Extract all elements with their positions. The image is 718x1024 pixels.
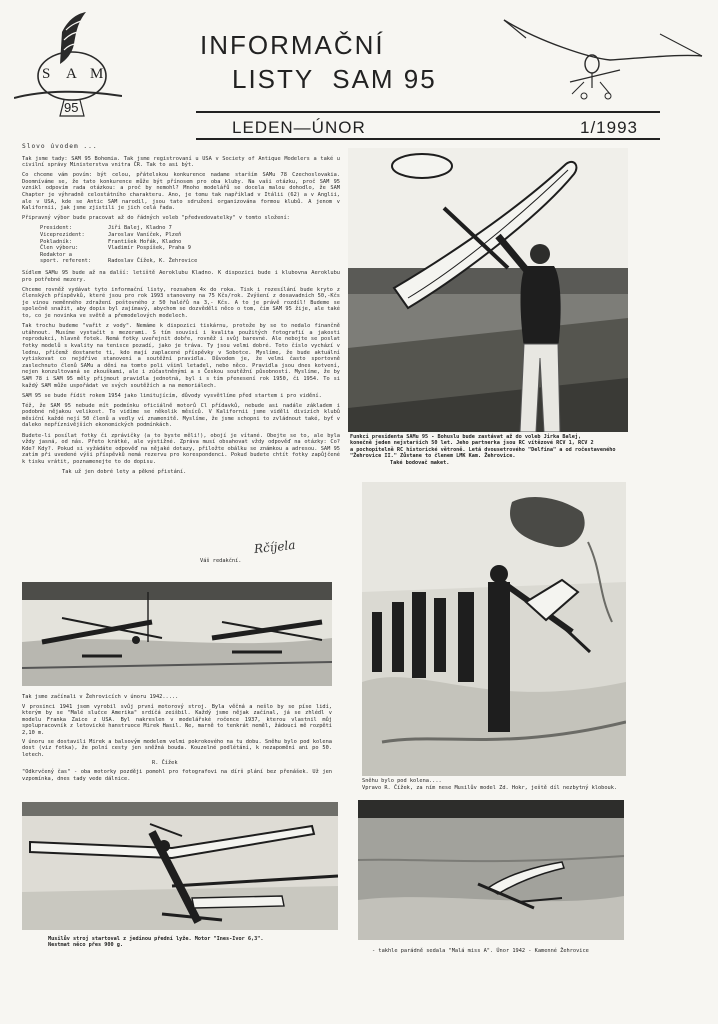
committee-role: Viceprezident:	[40, 232, 85, 239]
caption-heading: Tak jsme začínali v Žehrovicích v únoru 1942.....	[22, 694, 179, 700]
logo	[14, 10, 122, 122]
caption-line: a pochopitelně RC historické větroně. Letá dvousetrového "Delfína" a od ročestaveného "Žehrovice II." Zůstane to členem LMK Kam. Žehrovice.	[350, 446, 616, 460]
article-paragraph: Tak trochu budeme "vařit z vody". Nemáme k dispozici tiskárnu, protože by se to nedalo finančně utáhnout. Musíme vystačit s mezerami. S tím souvisí i kvalita použitých fotografií a jakosti reprodukcí, hlavně fotek. Nemá fotky uveřejnit dobře, rovněž i svůj barevné. Ale nebojte se poslat fotky modelů s kvality na tenisce pozadí, jako je tráva. Ty jsou velmi dobré. Toto číslo vychází v lednu, přičemž dostanete ti, kdo mají zaplacené příspěvky v Sobotce. Myslíme, že bude aktuální vytiskovat co nejdříve stanovení a soutěžní pravidla. Důvodem je, že velmi často sportovně zaslechnuto členů SAMu a dění na tomto poli všiml letadel, nebo něco. Pravidla jsou dnes kotvení, nejen konzultovaná se zkouškami, ale i zúčastněnými a s Českou soutěžní působností. Myslíme, že by SAM 78 i SAM 95 měly přijmout pravidla jednotná, byl i s tím přenesení rok 1950, či 1954. To si každý SAM může uspořádat ve svých soutěžích a na memoriálech.	[22, 323, 340, 389]
caption-line: Nestmat něco přes 900 g.	[48, 942, 123, 949]
caption-line: Funkci presidenta SAMu 95 - Bohuslu bude zastávat až do voleb Jirka Balej,	[350, 434, 582, 440]
airplane-icon	[500, 14, 704, 104]
caption-author: R. Čížek	[152, 760, 178, 767]
sign-off: Váš redakční.	[200, 558, 242, 564]
committee-name: Jaroslav Vaníček, Plzeň	[108, 232, 182, 239]
caption-line: konečně jeden nejstarších 50 let. Jeho partnerka jsou RC vítězové RCV 1, RCV 2	[350, 440, 594, 447]
photo-president-glider	[348, 148, 628, 432]
committee-role: Člen výboru:	[40, 245, 79, 252]
caption-text: "Odkrvčený čas" - oba motorky později pomohl pro fotografovi na dírš plání bez přenášek. Už jen vzpomínka, dnes tady vede dálnice.	[22, 768, 332, 782]
committee-role: Redaktor a	[40, 251, 72, 258]
header-rule-top	[196, 111, 660, 113]
photo-snow-walkers	[362, 482, 626, 776]
signature: Rčíjela	[253, 537, 297, 557]
header-rule-bottom	[196, 138, 660, 140]
title-line-1: INFORMAČNÍ	[200, 30, 385, 60]
caption-line: Vpravo R. Čížek, za ním nese Musilův model Zd. Hokr, ještě díl nezbytný klobouk.	[362, 784, 618, 791]
committee-role: sport. referent:	[40, 258, 92, 265]
caption-line: Musilův stroj startoval z jedinou přední lyže. Motor "Ines-Ivor 6,3".	[48, 936, 264, 942]
committee-name: Jiří Balej, Kladno 7	[108, 225, 172, 232]
issue-number: 1/1993	[580, 118, 638, 137]
article-paragraph: Budete-li posílat fotky či zprávičky (a to byste měli!), obojí je vítané. Obejte se to, ale byla vždy jasná, od nás. Přeto krátké, ale výstižné. Zpráva musí obsahovat vždy odpověď na otázky: Co? Kde? Kdy?. Pokud si vyžádáte odpověď na nějaké dotazy, přiložte obálku se známkou a adresou. SAM 95 zatím při uvedené výši příspěvků nemá rezervu pro korespondenci. Pokud budete chtít fotky zapůjčené k tisku vrátit, poznamenejte to do dopisu.	[22, 432, 340, 465]
title-line-2: LISTY SAM 95	[232, 64, 437, 94]
caption-text: V únoru se dostavili Mirek a balsovým modelem velmi pokrokového na tu dobu. Sněhu bylo pod kolena dost (viz fotka), že polní cesty jen sněžná bouda. Kouzelné podlétání, k nezapomění ani po 50. letech.	[22, 738, 332, 758]
article-paragraph: Sídlem SAMu 95 bude až na další: letiště Aeroklubu Kladno. K dispozici bude i klubovna Aeroklubu pro potřebné mezery.	[22, 270, 340, 283]
caption-ski	[48, 936, 338, 949]
caption-line: Také bodovač maket.	[390, 459, 450, 466]
committee-list	[40, 225, 340, 265]
caption-zehrovice	[22, 694, 332, 782]
article-paragraph: Co chceme vám povím: být celou, přátelskou konkurence nadame starším SAMu 78 Czechoslovakia. Doomníváme se, že tato konkurence může být přínosem pro oba kluby. Na vaši otázku, proč SAM 95 vznikl odpovím rada otázkou: a proč by nemohl? Mnoho modelářů se docela malou dohodlo, že SAM Chapter je výhradně celostátního charakteru. Ano, je tomu tak například v Itálii (62) a v Anglii, ale v USA, kde se Antic SAM narodil, jsou tato sdružení organizována formou klubů. A jenom v Kalifornii, jak jsme zjistili je jich celá řada.	[22, 172, 340, 212]
article-closing: Tak už jen dobré lety a pěkné přistání.	[62, 469, 187, 476]
caption-snow	[362, 778, 662, 791]
caption-glider-water: - takhle parádně sedala "Malá miss A". Únor 1942 - Kamenné Žehrovice	[372, 948, 589, 954]
article-paragraph: Též, že SAM 95 nebude mít podmínku oficiálně motorů Cl přídavků, nebude asi nadále základem i podobné nějakou velikost. To vidíme se několik měsíců. V Kalifornii jsme viděli divizích klubů měsíční každé nejí 50 členů a vedly ví znamenitě. Myslíme, že jsme schopni to zvládnout také, byť v daleko nepříznivějších ekonomických podmínkách.	[22, 402, 340, 429]
article-heading: Slovo úvodem ...	[22, 143, 98, 150]
caption-text: V prosinci 1941 jsem vyrobil svůj první motorový stroj. Byla věčná a nešlo by se píse lidí, kterým by se "Malé slučce Amerika" srdíčá zeišbil. Každý jsme nějak začínal, já se zhlédl v modelu Franka Zaice z USA. Byl nakreslen v modelářské ročence 1937, kterou vlastnil můj spolupracovník z letovické hanstruoce Mirek Hasil. Ne, marně to tenkrát neměl, žádoucí mě rozpětí 2,10 m.	[22, 703, 332, 736]
article-paragraph: Tak jsme tady: SAM 95 Bohemia. Tak jsme registrovaní u USA v Society of Antique Modelers a také u civilní správy Ministerstva vnitra ČR. Tak to asi být.	[22, 155, 340, 169]
article-column	[22, 144, 340, 479]
logo-number: 95	[64, 100, 79, 115]
photo-musil-ski-plane	[22, 802, 338, 930]
committee-name: František Hořák, Kladno	[108, 238, 182, 245]
committee-name: Radoslav Čížek, K. Žehrovice	[108, 258, 198, 265]
committee-role: President:	[40, 225, 72, 232]
logo-letter-m: M	[90, 66, 104, 82]
committee-role: Pokladník:	[40, 238, 72, 245]
issue-date: LEDEN—ÚNOR	[232, 118, 366, 137]
article-paragraph: Připravný výbor bude pracovat až do řádných voleb "předvedovatelky" v tomto složení:	[22, 215, 290, 222]
photo-glider-landing	[358, 800, 624, 940]
article-paragraph: Chceme rovněž vydávat tyto informační listy, rozsahem 4x do roka. Tisk i rozesílání bude kryto z členských příspěvků, které jsou pro rok 1993 stanoveny na 75 Kčs/rok. Zvýšení z dosavadních 50,-Kčs je vinou neměnného zdražení poštovného z 50 haléřů na 3,- Kčs. A to je právě rozdíl! Budeme se společně snažit, aby dopis byl zajímavý, abychom se dozvěděli něco o tom, čím SAM 95 žije, ale také to, co je novinka ve světě a přemodelových modelech.	[22, 286, 340, 320]
logo-letter-a: A	[66, 66, 77, 82]
committee-name: Vladimír Pospíšek, Praha 9	[108, 245, 191, 252]
caption-president	[350, 434, 630, 466]
logo-letter-s: S	[42, 66, 51, 82]
photo-zehrovice-planes	[22, 582, 332, 686]
header-plane-sketch	[500, 14, 704, 104]
article-paragraph: SAM 95 se bude řídit rokem 1954 jako limitujícím, důvody vysvětlíme před startem i pro vidění.	[22, 392, 322, 399]
caption-line: Sněhu bylo pod kolena....	[362, 778, 442, 784]
